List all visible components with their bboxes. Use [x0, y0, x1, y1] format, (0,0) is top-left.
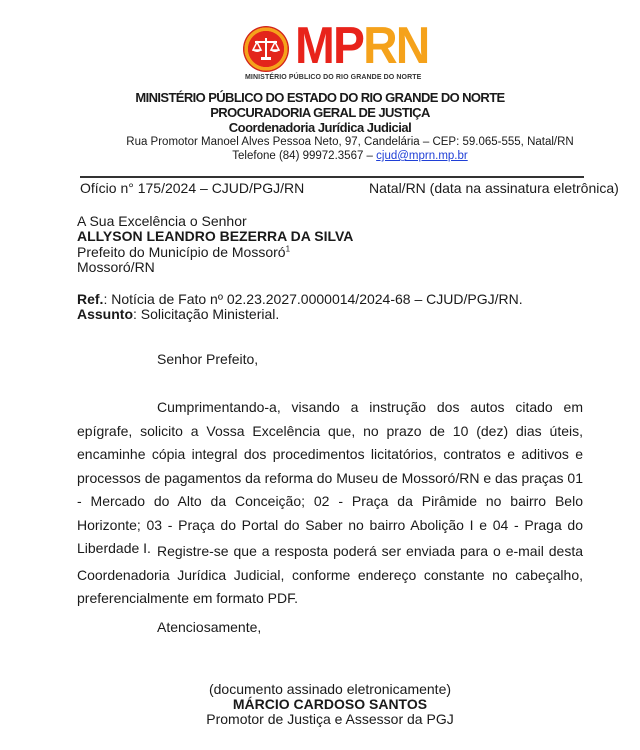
- signature-note: (documento assinado eletronicamente): [208, 681, 452, 697]
- addressee-city: Mossoró/RN: [77, 259, 155, 275]
- logo-rn: RN: [363, 17, 429, 75]
- logo-mp: MP: [295, 17, 364, 75]
- header-institution: MINISTÉRIO PÚBLICO DO ESTADO DO RIO GRANDE DO NORTE: [135, 90, 505, 105]
- signature-name: MÁRCIO CARDOSO SANTOS: [232, 696, 428, 712]
- closing: Atenciosamente,: [157, 619, 262, 635]
- place-date: Natal/RN (data na assinatura eletrônica): [369, 180, 619, 196]
- reference-line: [77, 291, 523, 307]
- body-paragraph-2: Registre-se que a resposta poderá ser enviada para o e-mail desta Coordenadoria Jurídica Judicial, conforme endereço constante no cabeçalho, preferencialmente em formato PDF.: [77, 543, 583, 606]
- ref-label: Ref.: [77, 291, 104, 307]
- assunto-text: : Solicitação Ministerial.: [133, 306, 280, 322]
- header-divider: [80, 176, 584, 178]
- oficio-number: Ofício n° 175/2024 – CJUD/PGJ/RN: [80, 180, 305, 196]
- addressee-name: ALLYSON LEANDRO BEZERRA DA SILVA: [77, 228, 354, 244]
- body-paragraph-1: Cumprimentando-a, visando a instrução dos autos citado em epígrafe, solicito a Vossa Excelência que, no prazo de 10 (dez) dias úteis, encaminhe cópia integral dos procedimentos licitatórios, contratos e aditivos e processos de pagamentos da reforma do Museu de Mossoró/RN e das praças 01 - Mercado do Alto da Conceição; 02 - Praça da Pirâmide no bairro Belo Horizonte; 03 - Praça do Portal do Saber no bairro Abolição I e 04 - Praga do Liberdade I.: [77, 399, 583, 556]
- header-contact: [30, 150, 640, 162]
- addressee-title-line: [77, 244, 290, 260]
- header-department: PROCURADORIA GERAL DE JUSTIÇA: [210, 105, 430, 120]
- scales-of-justice-seal-icon: [243, 26, 289, 72]
- header-phone: Telefone (84) 99972.3567 –: [232, 150, 377, 162]
- ref-text: : Notícia de Fato nº 02.23.2027.0000014/2024-68 – CJUD/PGJ/RN.: [103, 291, 523, 307]
- assunto-label: Assunto: [77, 306, 133, 322]
- logo-subtitle: MINISTÉRIO PÚBLICO DO RIO GRANDE DO NORTE: [245, 74, 422, 81]
- subject-line: [77, 306, 279, 322]
- footnote-marker: 1: [285, 244, 291, 254]
- logo-wordmark: [295, 18, 429, 74]
- header-coordination: Coordenadoria Jurídica Judicial: [228, 120, 412, 135]
- addressee-title: Prefeito do Município de Mossoró: [77, 244, 286, 260]
- greeting: Senhor Prefeito,: [157, 351, 259, 367]
- email-link[interactable]: cjud@mprn.mp.br: [376, 150, 468, 162]
- header-address: Rua Promotor Manoel Alves Pessoa Neto, 97, Candelária – CEP: 59.065-555, Natal/RN: [126, 136, 574, 148]
- mprn-logo: [243, 17, 429, 84]
- signature-role: Promotor de Justiça e Assessor da PGJ: [206, 711, 454, 727]
- addressee-salutation: A Sua Excelência o Senhor: [77, 213, 247, 229]
